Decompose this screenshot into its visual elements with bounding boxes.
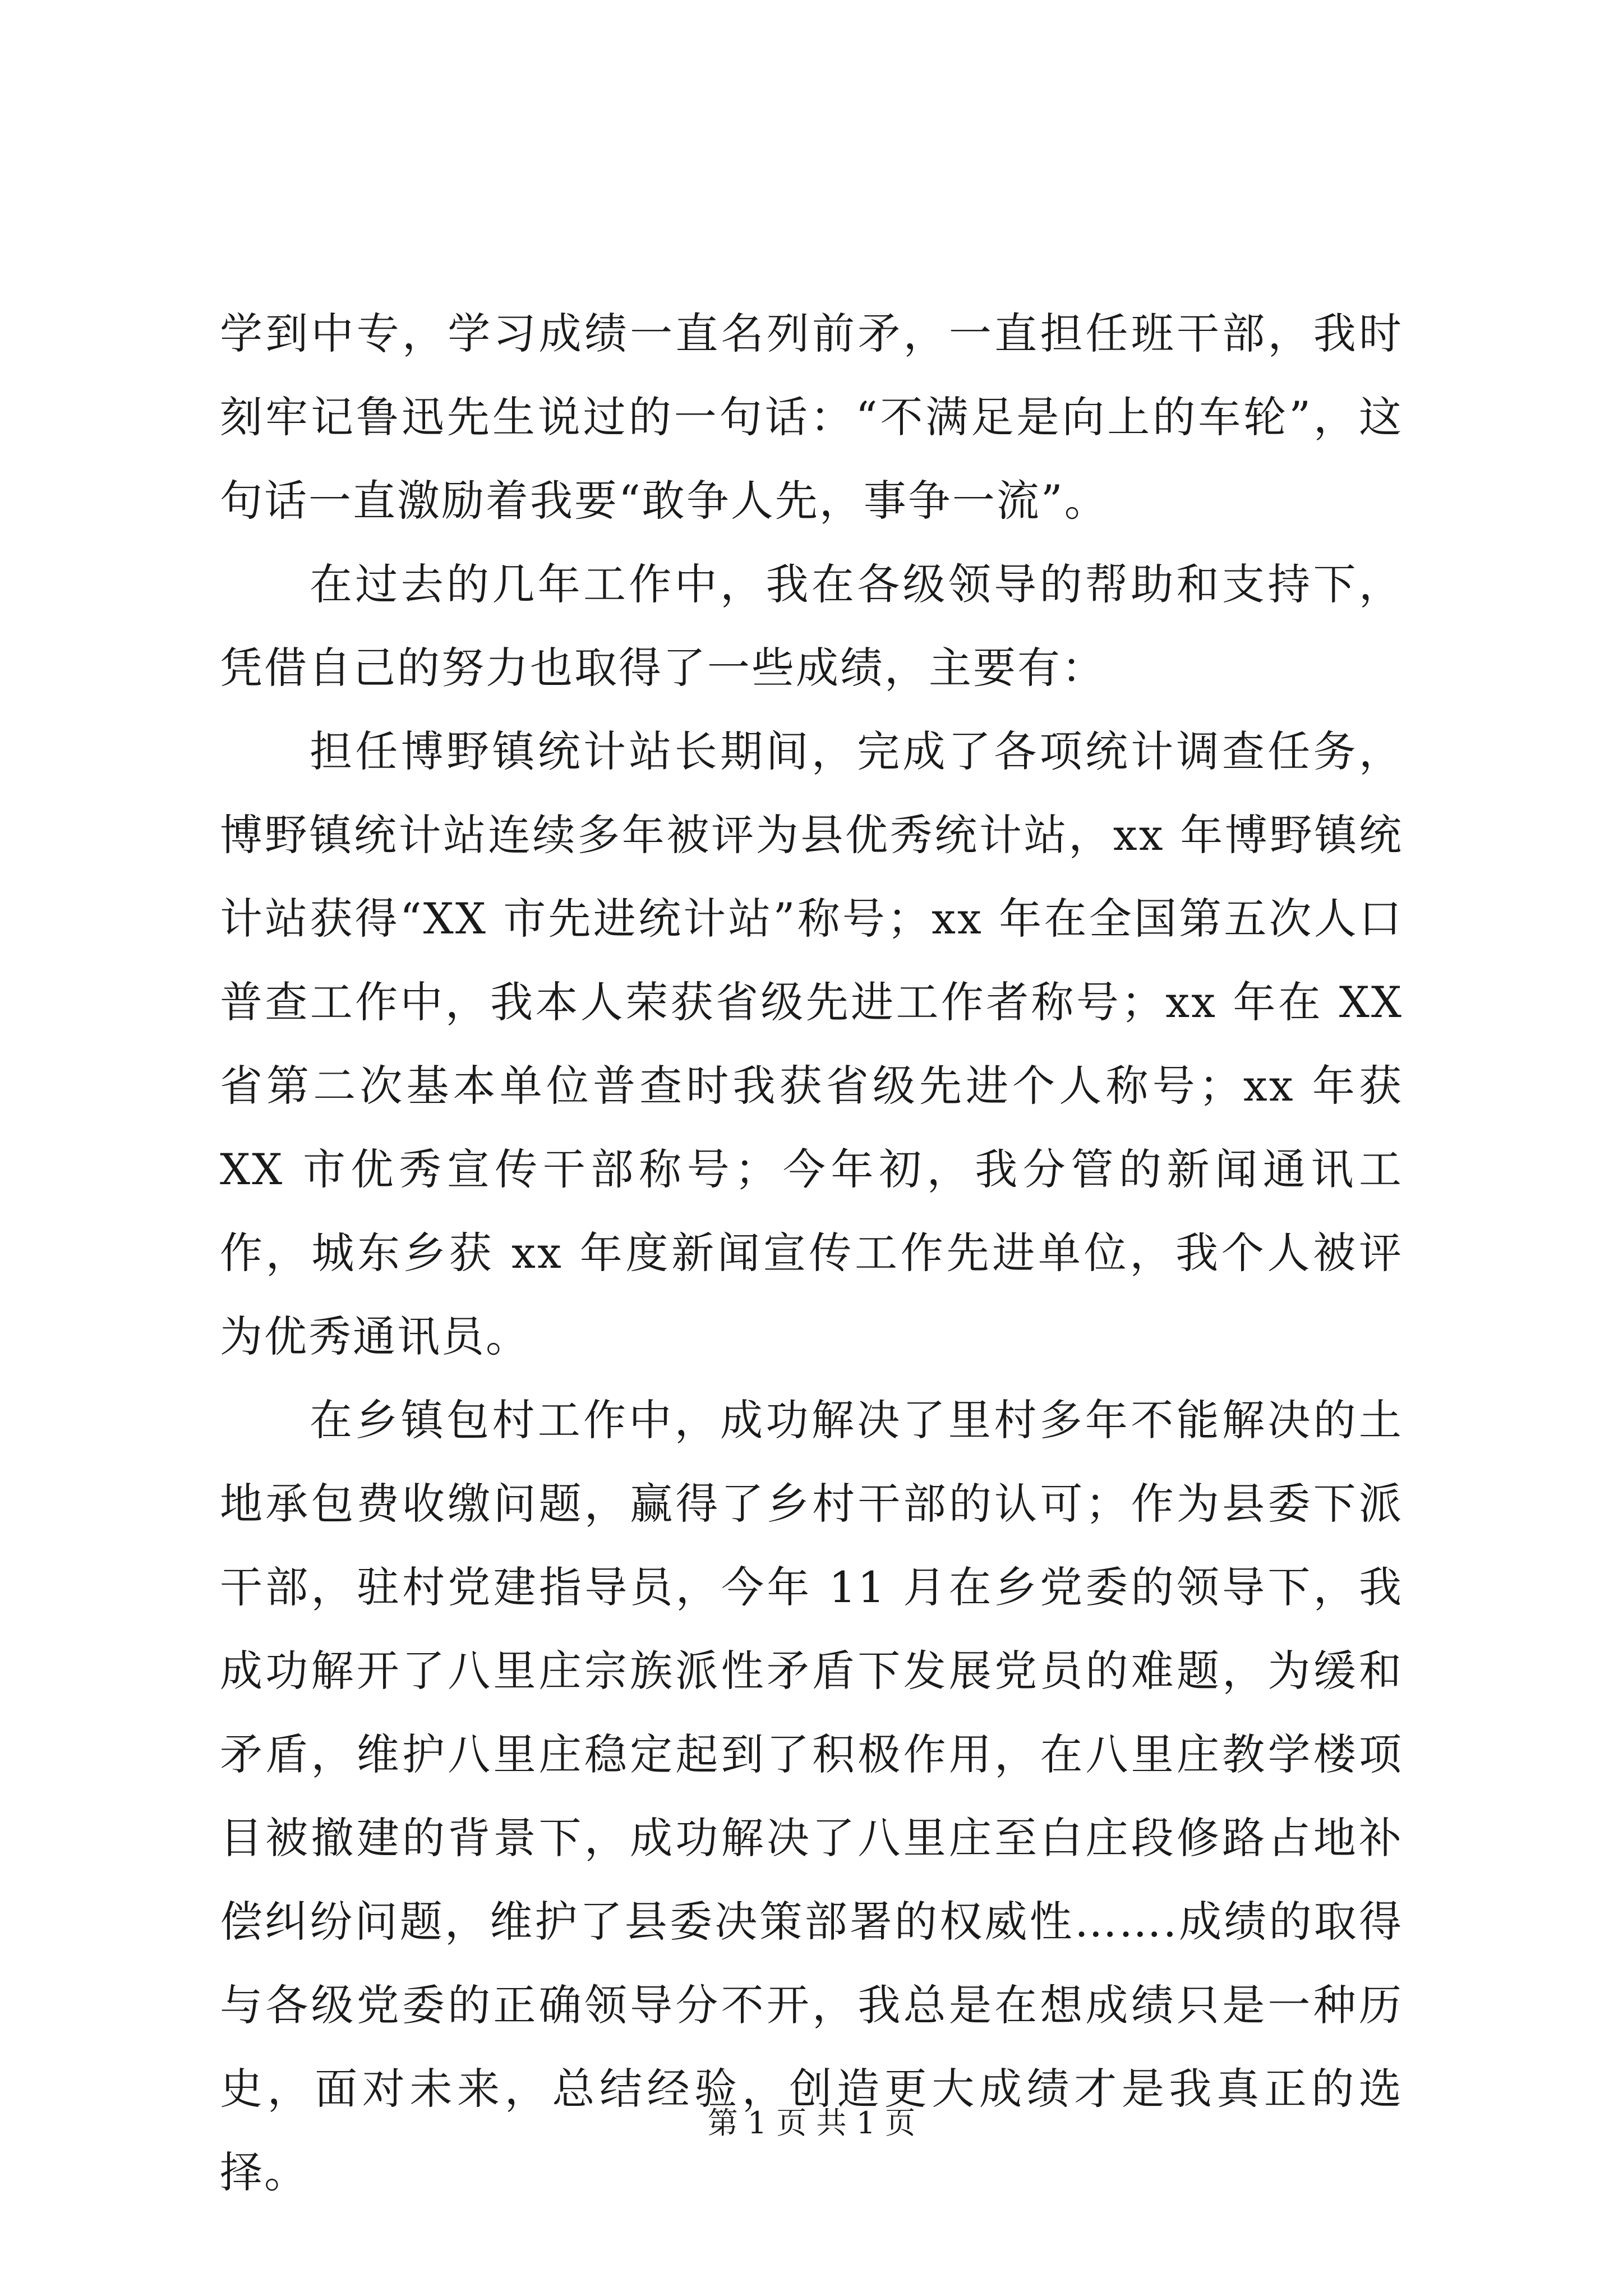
paragraph-village-work: 在乡镇包村工作中，成功解决了里村多年不能解决的土地承包费收缴问题，赢得了乡村干部的认可；作为县委下派干部，驻村党建指导员，今年 11 月在乡党委的领导下，我成功解开了八里庄宗族派性矛盾下发展党员的难题，为缓和矛盾，维护八里庄稳定起到了积极作用，在八里庄教学楼项目被撤建的背景下，成功解决了八里庄至白庄段修路占地补偿纠纷问题，维护了县委决策部署的权威性…….成绩的取得与各级党委的正确领导分不开，我总是在想成绩只是一种历史，面对未来，总结经验，创造更大成绩才是我真正的选择。: [220, 1395, 1403, 2197]
paragraph-continuation: 学到中专，学习成绩一直名列前矛，一直担任班干部，我时刻牢记鲁迅先生说过的一句话：“不满足是向上的车轮”，这句话一直激励着我要“敢争人先，事争一流”。: [220, 309, 1403, 526]
document-body: [220, 292, 1403, 2214]
paragraph-statistics-work: 担任博野镇统计站长期间，完成了各项统计调查任务，博野镇统计站连续多年被评为县优秀统计站，xx 年博野镇统计站获得“XX 市先进统计站”称号；xx 年在全国第五次人口普查工作中，我本人荣获省级先进工作者称号；xx 年在 XX 省第二次基本单位普查时我获省级先进个人称号；xx 年获 XX 市优秀宣传干部称号；今年初，我分管的新闻通讯工作，城东乡获 xx 年度新闻宣传工作先进单位，我个人被评为优秀通讯员。: [220, 726, 1403, 1361]
page-footer: 第 1 页 共 1 页: [707, 2105, 916, 2141]
paragraph-achievements-intro: 在过去的几年工作中，我在各级领导的帮助和支持下，凭借自己的努力也取得了一些成绩，主要有：: [220, 559, 1403, 693]
